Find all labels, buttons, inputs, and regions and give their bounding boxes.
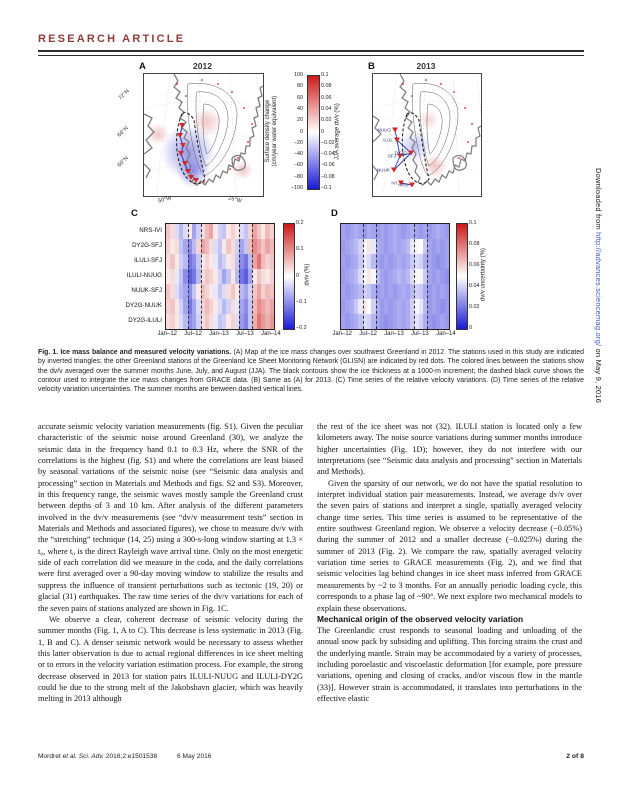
time-axis [332,331,456,341]
surface-density-tick: −40 [293,151,303,158]
latitude-label: 72°N [117,88,131,102]
heatmap-row [341,224,449,239]
heatmap-cell [270,284,274,299]
paragraph: We observe a clear, coherent decrease of seismic velocity during the summer months (Fig. 1, A to C). This decrease is less systematic in 2013 (Fig. 1, B and C). A denser seismic network would be necessary to assess whether this latter observation is due to actual regional differences in ice sheet melting or to errors in the velocity variation estimation process. For example, the strong decrease observed in 2013 for station pairs ILULI-NUUG and ILULI-DY2G could be due to the strong melt of the Jakobshavn glacier, which was heavily melting in 2013 although [38,614,303,704]
heatmap-row [166,299,274,314]
surface-density-tick: 60 [297,94,303,101]
station-label: ILUL [383,137,393,143]
heatmap-row [166,224,274,239]
summer-boundary-line [201,224,202,329]
longitude-label: 50°W [157,195,173,205]
jja-dvv-tick: −0.08 [321,173,335,180]
heatmap-cell [445,284,449,299]
positive-dvv-anomaly [147,123,169,145]
surface-density-tick: 40 [297,105,303,112]
heatmap-cell [270,269,274,284]
heatmap-cell [270,239,274,254]
time-tick-label: Jan–13 [209,331,229,337]
time-tick-label: Jan–12 [332,331,352,337]
seismic-station-triangle [391,168,397,173]
body-right-column [317,421,582,704]
station-pair-label: NRS-IVI [139,226,162,234]
time-tick-label: Jul–12 [184,331,202,337]
colorbar-left-label [265,56,279,206]
map-2012 [143,73,264,197]
dvv-tick: −0.1 [296,298,307,305]
graticule [373,74,481,196]
station-pair-label: ILULI-NUUG [126,271,162,279]
watermark-url[interactable]: http://advances.sciencemag.org/ [594,232,603,347]
surface-density-tick: −20 [293,139,303,146]
paragraph: accurate seismic velocity variation measurements (fig. S1). Given the peculiar characteristic of the seismic noise around Greenland (30), we analyze the seismic data in the frequency band 0.1 to 0.3 Hz, where the SNR of the correlations is the highest (fig. S1) and where the correlations are least biased by seasonal variations of the seismic noise (see “Seismic data analysis and processing” section in Materials and Methods and figs. S2 and S3). Moreover, in this frequency range, the seismic waves mostly sample the Greenland crust between depths of 3 and 10 km. After analysis of the different parameters involved in the dv/v measurements (see “dv/v measurement tests” section in Materials and Methods and associated figures), we chose to measure dv/v with the “stretching” technique (14, 25) using a 300-s-long window starting at 1.3 × t₀, where t₀ is the direct Rayleigh wave arrival time. Only on the most energetic side of each correlation did we measure in the coda, and the daily correlations were first averaged over a 90-day moving window to stabilize the results and suppress the influence of transient perturbations such as tectonic (19, 20) or glacial (31) earthquakes. The raw time series of the dv/v variations for each of the seven pairs of stations analyzed are shown in Fig. 1C. [38,422,303,613]
surface-density-tick: −100 [290,185,303,191]
colorbar-dvv-label: dv/v (%) [304,263,311,286]
dvv-tick: 0.2 [296,220,304,226]
caption-title: Fig. 1. Ice mass balance and measured velocity variations. [38,349,232,356]
greenland-map-2012 [144,74,263,196]
section-heading: Mechanical origin of the observed velocity variation [317,613,524,624]
station-label: NUUG [377,127,391,133]
heatmap-cell [445,314,449,329]
jja-dvv-tick: 0.06 [321,94,332,101]
panel-d-label: D [331,208,338,219]
summer-boundary-line [414,224,415,329]
seismic-station-triangle [392,128,398,133]
heatmap-cell [445,239,449,254]
heatmap-cell [270,299,274,314]
heatmap-dvv-uncertainty [340,223,450,330]
uncertainty-tick: 0 [469,325,472,331]
time-tick-label: Jan–12 [157,331,177,337]
summer-boundary-line [363,224,364,329]
footer-author: Mordret [38,753,63,760]
figure-caption [38,348,584,394]
latitude-label: 60°N [116,155,130,169]
time-tick-label: Jul–13 [236,331,254,337]
station-label: IVI [391,180,397,186]
heatmap-cell [445,269,449,284]
dvv-tick: 0 [296,272,299,279]
watermark-suffix: on May 9, 2016 [594,346,603,404]
surface-density-tick: 80 [297,83,303,90]
surface-density-tick: −60 [293,162,303,169]
heatmap-row [166,254,274,269]
heatmap-row [166,269,274,284]
dvv-tick: −0.2 [296,325,307,331]
footer-journal: Sci. Adv. [76,753,106,760]
dvv-tick: 0.1 [296,246,304,253]
summer-boundary-line [252,224,253,329]
heatmap-cell [445,299,449,314]
heatmap-cell [445,254,449,269]
station-pair-label: DY2G-ILULI [128,316,162,324]
summer-boundary-line [239,224,240,329]
header-rule [38,50,584,56]
surface-density-tick: 20 [297,117,303,124]
body-left-column [38,421,303,705]
summer-boundary-line [188,224,189,329]
jja-dvv-tick: 0.04 [321,105,332,112]
uncertainty-tick: 0.02 [469,304,480,310]
time-axis [157,331,281,341]
surface-density-tick: 100 [294,72,303,78]
station-pair-label: DY2G-NUUK [125,301,162,309]
uncertainty-tick: 0.08 [469,241,480,247]
station-pair-label: ILULI-SFJ [134,256,162,264]
positive-dvv-anomaly [419,110,439,130]
heatmap-row [341,254,449,269]
paragraph: Given the sparsity of our network, we do not have the spatial resolution to interpret individual station pair measurements. Instead, we average dv/v over the seven pairs of stations and interpret a single, spatially averaged velocity change time series. This time series is assumed to be representative of the entire southwest Greenland region. We observe a velocity decrease (−0.05%) during the summer of 2012 and a smaller decrease (−0.025%) during the summer of 2013 (Fig. 2). We compare the raw, spatially averaged velocity variation time series to GRACE measurements (Fig. 2), and we find that seismic velocities lag behind changes in ice sheet mass inferred from GRACE measurements by ~2 to 3 months. For an annually periodic loading cycle, this corresponds to a phase lag of ~90°. We next explore two mechanical models to explain these observations. [317,478,582,613]
surface-density-tick: 0 [300,128,303,135]
heatmap-row [341,299,449,314]
station-pair-label: NUUK-SFJ [131,286,162,294]
longitude-label: 25°W [227,195,243,205]
panel-c-label: C [131,208,138,219]
colorbar-uncertainty [456,223,468,330]
panel-a-label: A [139,61,146,72]
colorbar-left-label-line2: (cm/year water equivalent) [272,95,278,167]
jja-dvv-tick: −0.1 [321,185,332,191]
caption-text: (A) Map of the ice mass changes over southwest Greenland in 2012. The stations used in this study are indicated by inverted triangles; the other Greenland stations of the Greenland Ice Sheet Monitoring Network (GLISN) are indicated by red dots. The colored lines between the stations show the dv/v averaged over the summer months June, July, and August (JJA). The black contours show the ice thickness at a 1000-m increment; the dashed black curve shows the contour used to integrate the ice mass changes from GRACE data. (B) Same as (A) for 2013. (C) Time series of the relative velocity variations. (D) Time series of the relative velocity variation uncertainties. The summer months are between dashed vertical lines. [38,349,585,394]
summer-boundary-line [427,224,428,329]
heatmap-row [341,239,449,254]
time-tick-label: Jul–12 [359,331,377,337]
heatmap-cell [270,254,274,269]
colorbar-uncertainty-label: dv/v uncertainty (%) [480,248,487,302]
watermark-prefix: Downloaded from [594,168,603,233]
download-watermark [594,168,603,668]
map-2013 [372,73,482,197]
jja-dvv-tick: −0.04 [321,151,335,158]
jja-dvv-tick: 0 [321,128,324,135]
paragraph: The Greenlandic crust responds to seasonal loading and unloading of the annual snow pack by subsiding and uplifting. This forcing strains the crust and the underlying mantle. Strain may be accommodated by a variety of processes, including poroelastic and viscoelastic deformation [for example, pore pressure variations, opening and closing of cracks, and/or viscous flow in the mantle (33)]. However strain is accommodated, it translates into perturbations in the effective elastic [317,625,582,703]
heatmap-cell [445,224,449,239]
time-tick-label: Jan–14 [260,331,281,337]
footer-date: 6 May 2016 [177,753,212,760]
uncertainty-tick: 0.04 [469,283,480,289]
jja-dvv-tick: 0.08 [321,83,332,90]
heatmap-row [341,314,449,329]
colorbar-surface-density [307,75,320,190]
research-article-header: RESEARCH ARTICLE [38,33,186,45]
footer-citation [38,753,157,760]
summer-boundary-line [376,224,377,329]
heatmap-row [166,239,274,254]
station-label: SFJ [387,153,396,159]
page-number: 2 of 8 [566,753,584,760]
station-label: NRS [398,182,408,188]
panel-a-title: 2012 [193,61,212,71]
jja-dvv-tick: 0.02 [321,117,332,124]
latitude-label: 66°N [116,125,130,139]
jja-dvv-tick: −0.06 [321,162,335,169]
time-tick-label: Jul–13 [411,331,429,337]
heatmap-row [341,269,449,284]
heatmap-row [166,284,274,299]
heatmap-cell [270,224,274,239]
heatmap-dvv [165,223,275,330]
paragraph: the rest of the ice sheet was not (32). ILULI station is located only a few kilometers away. The noise source variations during summer months introduce higher uncertainties (Fig. 1D); however, they do not interfere with our interpretations (see “Seismic data analysis and processing” section in Materials and Methods). [317,422,582,477]
jja-dvv-tick: 0.1 [321,72,329,78]
station-label: NUUK [376,167,390,173]
colorbar-left-label-line1: Surface density change [264,99,271,163]
heatmap-cell [270,314,274,329]
footer-ref: 2016;2:e1501538 [105,753,158,760]
station-pair-label: DY2G-SFJ [132,241,162,249]
heatmap-row [341,284,449,299]
surface-density-tick: −80 [293,173,303,180]
footer-etal: et al. [62,753,77,760]
uncertainty-tick: 0.06 [469,262,480,268]
time-tick-label: Jan–13 [384,331,404,337]
heatmap-row [166,314,274,329]
time-tick-label: Jan–14 [435,331,456,337]
greenland-map-2013 [373,74,481,196]
station-label: DY2G [394,150,407,156]
panel-b-label: B [368,61,375,72]
panel-b-title: 2013 [416,61,436,71]
colorbar-right-label: JJA average dv/v (%) [334,103,341,160]
uncertainty-tick: 0.1 [469,220,477,226]
colorbar-dvv [283,223,295,330]
jja-dvv-tick: −0.02 [321,139,335,146]
